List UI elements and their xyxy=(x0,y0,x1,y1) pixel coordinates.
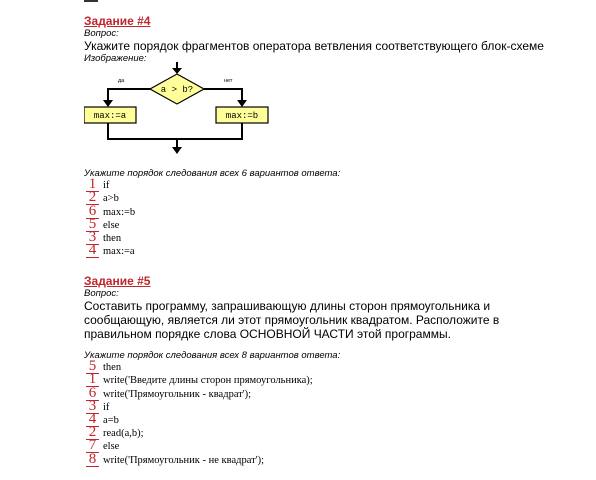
no-branch-line xyxy=(204,89,242,102)
answer-row xyxy=(84,189,340,206)
answer-order-number[interactable]: 1 xyxy=(86,373,99,387)
task-4-answer-list xyxy=(84,176,340,259)
answer-row xyxy=(84,176,340,193)
answer-row xyxy=(84,410,340,427)
left-process-text: max:=a xyxy=(93,111,127,121)
flowchart-image xyxy=(84,62,294,158)
task-5-answer-list xyxy=(84,358,340,467)
task-4-question-label: Вопрос: xyxy=(84,28,119,39)
task-4-title: Задание #4 xyxy=(84,14,151,28)
answer-text: a>b xyxy=(103,193,119,205)
answer-row xyxy=(84,215,340,232)
answer-row xyxy=(84,371,340,388)
task-4-question: Укажите порядок фрагментов оператора ветвления соответствующего блок-схеме xyxy=(84,39,544,53)
answer-order-number[interactable]: 4 xyxy=(86,244,99,258)
task-5-question-line: сообщающую, является ли этот прямоугольник квадратом. Расположите в xyxy=(84,313,500,327)
answer-order-number[interactable]: 8 xyxy=(86,453,99,467)
answer-row xyxy=(84,202,340,219)
answer-text: else xyxy=(103,219,120,231)
flow-in-arrowhead xyxy=(172,68,182,74)
answer-row xyxy=(84,242,340,259)
answer-order-number[interactable]: 1 xyxy=(86,178,99,192)
yes-branch-line xyxy=(108,89,150,102)
answer-order-number[interactable]: 5 xyxy=(86,360,99,374)
answer-order-number[interactable]: 4 xyxy=(86,413,99,427)
task-5-question-line: Составить программу, запрашивающую длины сторон прямоугольника и xyxy=(84,299,491,313)
answer-text: else xyxy=(103,441,120,453)
task-5-question-label: Вопрос: xyxy=(84,288,119,299)
answer-order-number[interactable]: 2 xyxy=(86,426,99,440)
task-4-answers-caption: Укажите порядок следования всех 6 вариантов ответа: xyxy=(84,168,341,179)
answer-row xyxy=(84,424,340,441)
answer-text: max:=a xyxy=(103,246,135,258)
no-arrowhead xyxy=(237,100,247,107)
task-4 xyxy=(84,14,544,64)
task-5-answers xyxy=(84,350,340,467)
task-5 xyxy=(84,274,499,341)
answer-text: write('Прямоугольник - квадрат'); xyxy=(103,388,252,400)
task-4-image-label: Изображение: xyxy=(84,53,147,64)
answer-text: max:=b xyxy=(103,206,136,218)
answer-order-number[interactable]: 7 xyxy=(86,439,99,453)
task-5-title: Задание #5 xyxy=(84,274,151,288)
answer-row xyxy=(84,358,340,375)
condition-text: a > b? xyxy=(160,85,194,95)
answer-row xyxy=(84,384,340,401)
answer-row xyxy=(84,450,340,467)
answer-order-number[interactable]: 6 xyxy=(86,205,99,219)
no-label: нет xyxy=(224,78,233,84)
answer-text: if xyxy=(103,401,110,413)
answer-order-number[interactable]: 6 xyxy=(86,387,99,401)
answer-row xyxy=(84,228,340,245)
answer-order-number[interactable]: 3 xyxy=(86,400,99,414)
task-4-answers xyxy=(84,168,340,258)
answer-text: then xyxy=(103,232,122,244)
task-5-answers-caption: Укажите порядок следования всех 8 вариантов ответа: xyxy=(84,350,341,361)
answer-order-number[interactable]: 3 xyxy=(86,231,99,245)
answer-row xyxy=(84,397,340,414)
answer-row xyxy=(84,437,340,454)
top-divider xyxy=(84,0,98,2)
answer-text: then xyxy=(103,362,122,374)
answer-text: write('Введите длины сторон прямоугольника); xyxy=(103,375,313,387)
answer-order-number[interactable]: 2 xyxy=(86,191,99,205)
answer-order-number[interactable]: 5 xyxy=(86,218,99,232)
merge-line xyxy=(108,123,242,139)
task-5-question-line: правильном порядке слова ОСНОВНОЙ ЧАСТИ этой программы. xyxy=(84,327,451,341)
answer-text: a=b xyxy=(103,414,119,426)
yes-arrowhead xyxy=(103,100,113,107)
answer-text: if xyxy=(103,180,110,192)
flow-out-arrowhead xyxy=(172,147,182,154)
yes-label: да xyxy=(118,78,125,84)
right-process-text: max:=b xyxy=(225,111,259,121)
answer-text: write('Прямоугольник - не квадрат'); xyxy=(103,454,265,466)
answer-text: read(a,b); xyxy=(103,428,144,440)
